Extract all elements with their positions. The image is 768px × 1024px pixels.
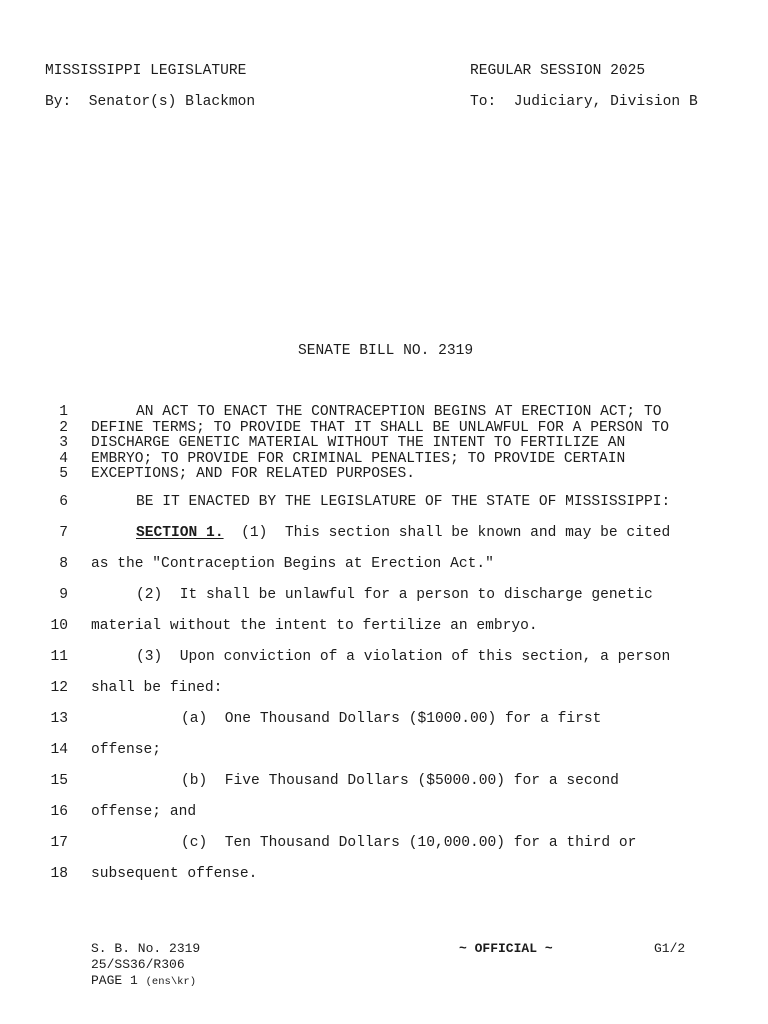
bill-line: DISCHARGE GENETIC MATERIAL WITHOUT THE INTENT TO FERTILIZE AN <box>91 435 626 451</box>
line-number: 14 <box>50 742 68 758</box>
line-number: 6 <box>59 494 68 510</box>
line-number: 2 <box>59 420 68 436</box>
bill-line: offense; <box>91 742 162 758</box>
legislature-name: MISSISSIPPI LEGISLATURE <box>45 63 247 79</box>
footer-initials: (ens\kr) <box>145 976 197 988</box>
section-heading: SECTION 1. <box>136 525 224 541</box>
line-number: 18 <box>50 866 68 882</box>
line-number: 13 <box>50 711 68 727</box>
line-number: 3 <box>59 435 68 451</box>
bill-line: subsequent offense. <box>91 866 258 882</box>
bill-line: (c) Ten Thousand Dollars (10,000.00) for a third or <box>181 835 637 851</box>
bill-line: AN ACT TO ENACT THE CONTRACEPTION BEGINS AT ERECTION ACT; TO <box>136 404 662 420</box>
enacting-clause: BE IT ENACTED BY THE LEGISLATURE OF THE STATE OF MISSISSIPPI: <box>136 494 671 510</box>
line-number: 12 <box>50 680 68 696</box>
bill-line: EXCEPTIONS; AND FOR RELATED PURPOSES. <box>91 466 416 482</box>
footer-file-ref: 25/SS36/R306 <box>91 957 185 972</box>
bill-line: EMBRYO; TO PROVIDE FOR CRIMINAL PENALTIES; TO PROVIDE CERTAIN <box>91 451 626 467</box>
line-number: 15 <box>50 773 68 789</box>
sponsor-line: By: Senator(s) Blackmon <box>45 94 256 110</box>
bill-line: shall be fined: <box>91 680 223 696</box>
bill-line <box>136 525 670 541</box>
line-number: 11 <box>50 649 68 665</box>
bill-line: (2) It shall be unlawful for a person to discharge genetic <box>136 587 653 603</box>
bill-line: as the "Contraception Begins at Erection Act." <box>91 556 494 572</box>
footer-page <box>91 973 196 990</box>
section-text: (1) This section shall be known and may be cited <box>223 525 671 541</box>
bill-title: SENATE BILL NO. 2319 <box>298 343 474 359</box>
bill-line: offense; and <box>91 804 197 820</box>
line-number: 1 <box>59 404 68 420</box>
line-number: 9 <box>59 587 68 603</box>
line-number: 8 <box>59 556 68 572</box>
page-number: PAGE 1 <box>91 973 138 988</box>
committee-line: To: Judiciary, Division B <box>470 94 698 110</box>
bill-line: (b) Five Thousand Dollars ($5000.00) for a second <box>181 773 619 789</box>
bill-line: material without the intent to fertilize an embryo. <box>91 618 538 634</box>
line-number: 4 <box>59 451 68 467</box>
footer-code: G1/2 <box>654 941 686 956</box>
bill-line: DEFINE TERMS; TO PROVIDE THAT IT SHALL BE UNLAWFUL FOR A PERSON TO <box>91 420 670 436</box>
line-number: 5 <box>59 466 68 482</box>
footer-bill-ref: S. B. No. 2319 <box>91 941 201 956</box>
session-label: REGULAR SESSION 2025 <box>470 63 646 79</box>
line-number: 10 <box>50 618 68 634</box>
official-mark: ~ OFFICIAL ~ <box>459 941 553 956</box>
bill-line: (3) Upon conviction of a violation of this section, a person <box>136 649 671 665</box>
line-number: 16 <box>50 804 68 820</box>
line-number: 7 <box>59 525 68 541</box>
line-number: 17 <box>50 835 68 851</box>
bill-line: (a) One Thousand Dollars ($1000.00) for a first <box>181 711 602 727</box>
